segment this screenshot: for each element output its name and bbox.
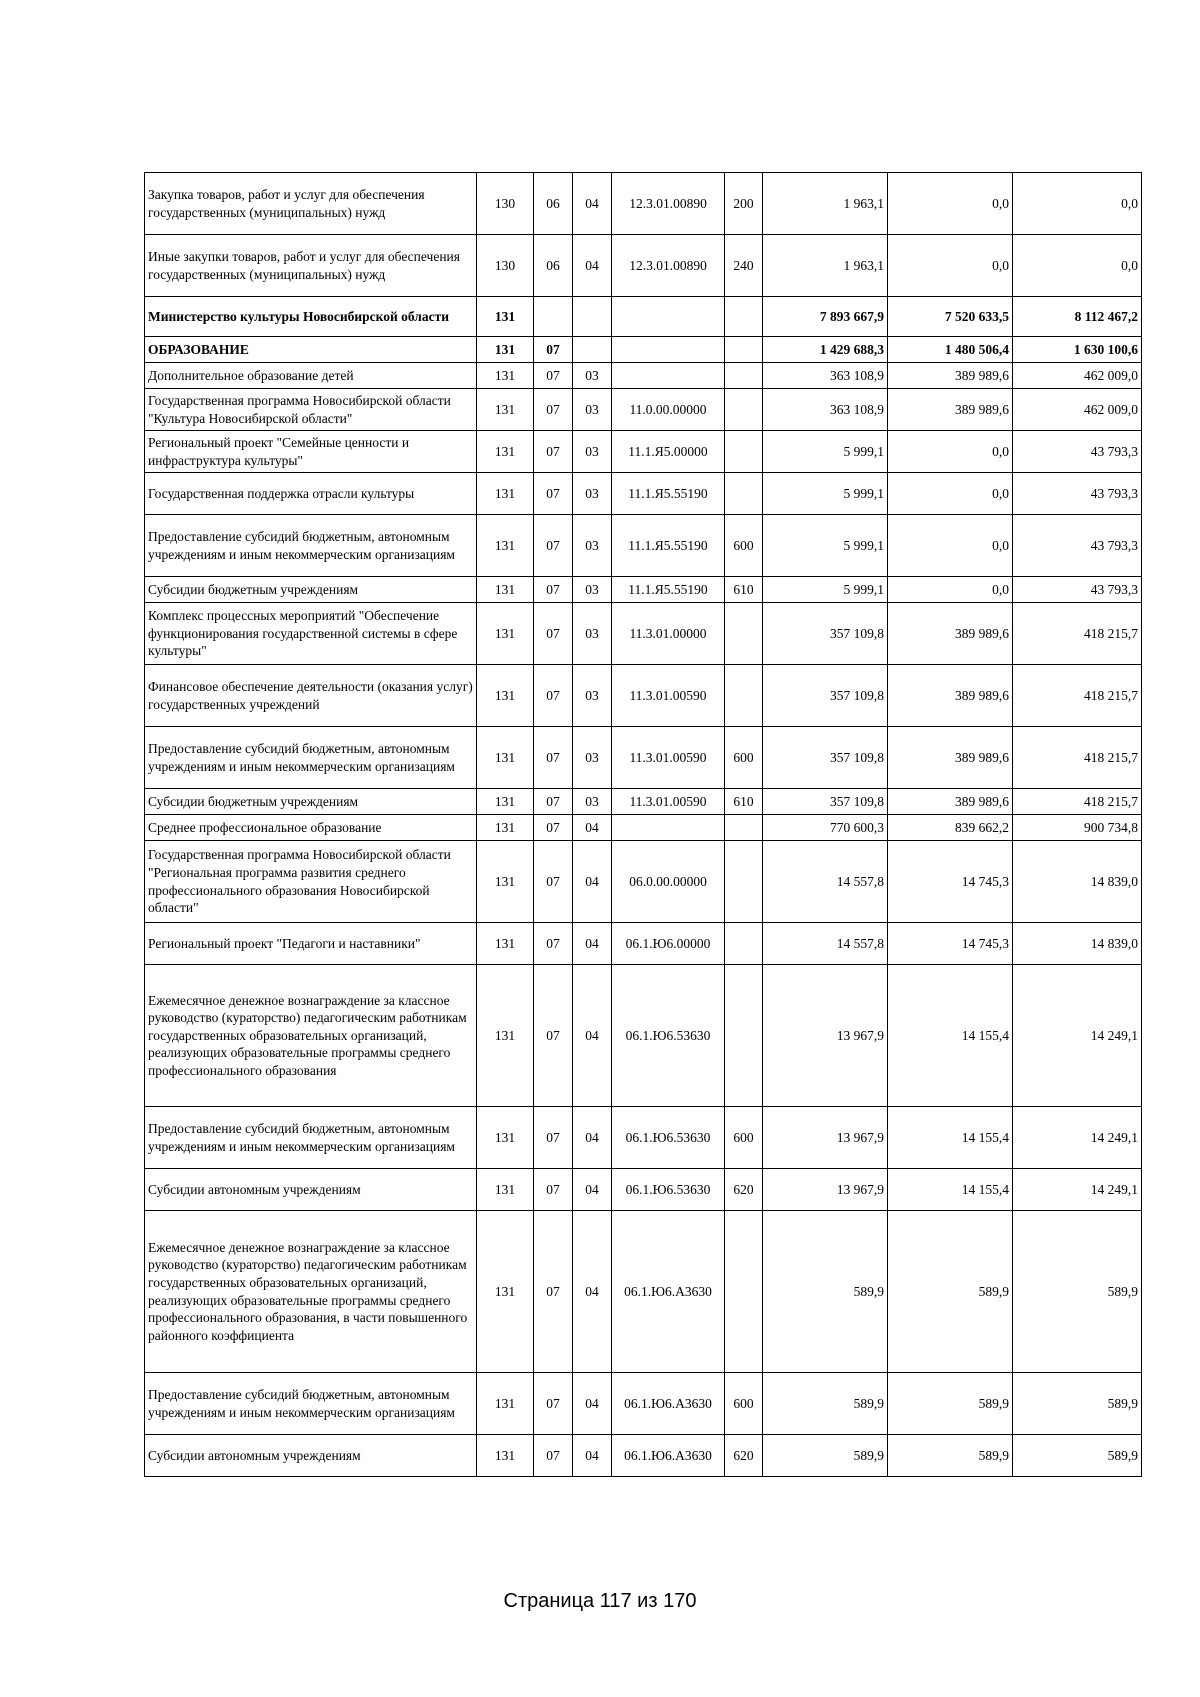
table-cell-name: Иные закупки товаров, работ и услуг для обеспечения государственных (муниципальных) нужд: [145, 235, 477, 297]
table-cell-amount-year2: 14 745,3: [888, 923, 1013, 965]
table-cell-amount-year2: 389 989,6: [888, 789, 1013, 815]
table-cell-name: Среднее профессиональное образование: [145, 815, 477, 841]
table-cell-expense-type: 620: [725, 1435, 763, 1477]
table-cell-target-article: 06.1.Ю6.53630: [612, 965, 725, 1107]
table-cell-name: Государственная поддержка отрасли культуры: [145, 473, 477, 515]
table-cell-amount-year3: 14 249,1: [1013, 1169, 1142, 1211]
table-cell-amount-year2: 389 989,6: [888, 665, 1013, 727]
table-cell-subsection: 03: [573, 665, 612, 727]
table-cell-grbs: 131: [477, 389, 534, 431]
table-cell-section: 07: [534, 841, 573, 923]
table-cell-expense-type: [725, 841, 763, 923]
table-cell-section: 07: [534, 389, 573, 431]
table-cell-amount-year3: 43 793,3: [1013, 577, 1142, 603]
table-cell-section: 07: [534, 665, 573, 727]
table-cell-expense-type: 600: [725, 1107, 763, 1169]
table-cell-target-article: 11.3.01.00590: [612, 665, 725, 727]
table-cell-subsection: [573, 337, 612, 363]
table-row: [145, 841, 1142, 923]
table-cell-amount-year3: 43 793,3: [1013, 473, 1142, 515]
table-cell-subsection: 04: [573, 1435, 612, 1477]
table-cell-section: 07: [534, 965, 573, 1107]
table-cell-name: Министерство культуры Новосибирской области: [145, 297, 477, 337]
table-cell-amount-year1: 5 999,1: [763, 577, 888, 603]
table-cell-amount-year1: 357 109,8: [763, 727, 888, 789]
table-cell-section: 07: [534, 577, 573, 603]
table-cell-name: Субсидии бюджетным учреждениям: [145, 789, 477, 815]
table-cell-amount-year2: 14 155,4: [888, 1107, 1013, 1169]
table-cell-grbs: 131: [477, 665, 534, 727]
table-cell-amount-year1: 589,9: [763, 1373, 888, 1435]
table-cell-amount-year3: 8 112 467,2: [1013, 297, 1142, 337]
table-cell-section: 07: [534, 1107, 573, 1169]
table-cell-amount-year1: 5 999,1: [763, 515, 888, 577]
table-cell-grbs: 131: [477, 515, 534, 577]
table-cell-amount-year1: 1 963,1: [763, 173, 888, 235]
table-cell-name: Предоставление субсидий бюджетным, автономным учреждениям и иным некоммерческим организациям: [145, 1373, 477, 1435]
table-cell-section: 07: [534, 727, 573, 789]
table-cell-amount-year2: 14 155,4: [888, 1169, 1013, 1211]
table-cell-target-article: 06.1.Ю6.53630: [612, 1169, 725, 1211]
table-row: [145, 363, 1142, 389]
table-cell-grbs: 131: [477, 815, 534, 841]
table-cell-subsection: 03: [573, 431, 612, 473]
table-cell-amount-year3: 418 215,7: [1013, 727, 1142, 789]
table-cell-expense-type: 600: [725, 1373, 763, 1435]
table-cell-amount-year1: 5 999,1: [763, 473, 888, 515]
table-row: [145, 173, 1142, 235]
table-cell-section: [534, 297, 573, 337]
table-cell-target-article: 06.0.00.00000: [612, 841, 725, 923]
table-cell-name: Региональный проект "Семейные ценности и инфраструктура культуры": [145, 431, 477, 473]
table-cell-grbs: 131: [477, 297, 534, 337]
table-cell-name: Региональный проект "Педагоги и наставники": [145, 923, 477, 965]
table-cell-amount-year2: 589,9: [888, 1373, 1013, 1435]
table-cell-expense-type: [725, 1211, 763, 1373]
table-cell-expense-type: [725, 363, 763, 389]
table-cell-grbs: 131: [477, 841, 534, 923]
table-row: [145, 1435, 1142, 1477]
table-cell-section: 07: [534, 789, 573, 815]
table-cell-subsection: 03: [573, 473, 612, 515]
table-cell-name: Комплекс процессных мероприятий "Обеспечение функционирования государственной системы в сфере культуры": [145, 603, 477, 665]
table-cell-target-article: 12.3.01.00890: [612, 235, 725, 297]
table-cell-subsection: 04: [573, 923, 612, 965]
table-cell-section: 07: [534, 337, 573, 363]
table-cell-section: 07: [534, 603, 573, 665]
table-cell-grbs: 131: [477, 789, 534, 815]
table-cell-amount-year1: 13 967,9: [763, 1107, 888, 1169]
table-cell-amount-year1: 770 600,3: [763, 815, 888, 841]
table-cell-grbs: 130: [477, 235, 534, 297]
table-cell-amount-year1: 14 557,8: [763, 923, 888, 965]
table-cell-expense-type: [725, 665, 763, 727]
table-cell-expense-type: 620: [725, 1169, 763, 1211]
table-cell-name: Предоставление субсидий бюджетным, автономным учреждениям и иным некоммерческим организациям: [145, 1107, 477, 1169]
table-cell-name: Дополнительное образование детей: [145, 363, 477, 389]
table-cell-subsection: 03: [573, 389, 612, 431]
table-cell-subsection: 04: [573, 1211, 612, 1373]
table-cell-grbs: 131: [477, 577, 534, 603]
table-cell-amount-year2: 0,0: [888, 431, 1013, 473]
table-cell-subsection: 04: [573, 1169, 612, 1211]
table-cell-amount-year3: 418 215,7: [1013, 665, 1142, 727]
table-row: [145, 789, 1142, 815]
table-cell-grbs: 131: [477, 1107, 534, 1169]
table-cell-expense-type: [725, 965, 763, 1107]
table-cell-section: 06: [534, 235, 573, 297]
table-cell-amount-year1: 589,9: [763, 1211, 888, 1373]
table-cell-amount-year1: 1 963,1: [763, 235, 888, 297]
table-row: [145, 389, 1142, 431]
table-cell-grbs: 131: [477, 603, 534, 665]
table-cell-name: Ежемесячное денежное вознаграждение за классное руководство (кураторство) педагогическим работникам государственных образовательных организаций, реализующих образовательные программы среднего профессионального образования: [145, 965, 477, 1107]
table-cell-amount-year1: 357 109,8: [763, 665, 888, 727]
table-cell-amount-year3: 589,9: [1013, 1373, 1142, 1435]
table-row: [145, 965, 1142, 1107]
table-cell-subsection: 04: [573, 1373, 612, 1435]
table-cell-subsection: 04: [573, 1107, 612, 1169]
table-cell-amount-year3: 14 249,1: [1013, 965, 1142, 1107]
table-cell-grbs: 131: [477, 337, 534, 363]
table-cell-target-article: [612, 815, 725, 841]
table-cell-section: 07: [534, 923, 573, 965]
table-cell-amount-year3: 14 839,0: [1013, 841, 1142, 923]
table-cell-section: 07: [534, 1435, 573, 1477]
table-cell-section: 07: [534, 473, 573, 515]
table-cell-target-article: [612, 363, 725, 389]
table-cell-target-article: 11.3.01.00000: [612, 603, 725, 665]
table-cell-name: Государственная программа Новосибирской области "Региональная программа развития среднего профессионального образования Новосибирской области": [145, 841, 477, 923]
table-cell-grbs: 131: [477, 965, 534, 1107]
table-cell-subsection: 03: [573, 789, 612, 815]
table-cell-section: 07: [534, 431, 573, 473]
table-cell-expense-type: 610: [725, 577, 763, 603]
table-cell-amount-year2: 0,0: [888, 515, 1013, 577]
table-cell-expense-type: [725, 923, 763, 965]
table-cell-subsection: [573, 297, 612, 337]
table-cell-grbs: 131: [477, 1373, 534, 1435]
table-cell-amount-year3: 418 215,7: [1013, 789, 1142, 815]
table-row: [145, 515, 1142, 577]
table-cell-amount-year1: 13 967,9: [763, 1169, 888, 1211]
table-row: [145, 431, 1142, 473]
table-cell-expense-type: [725, 603, 763, 665]
table-cell-subsection: 04: [573, 841, 612, 923]
table-cell-section: 07: [534, 1373, 573, 1435]
table-cell-expense-type: [725, 431, 763, 473]
table-cell-target-article: 06.1.Ю6.А3630: [612, 1435, 725, 1477]
table-row: [145, 297, 1142, 337]
table-cell-amount-year3: 462 009,0: [1013, 363, 1142, 389]
table-cell-section: 07: [534, 515, 573, 577]
table-cell-amount-year2: 389 989,6: [888, 603, 1013, 665]
table-cell-amount-year3: 462 009,0: [1013, 389, 1142, 431]
table-cell-target-article: 11.1.Я5.55190: [612, 577, 725, 603]
table-cell-amount-year3: 900 734,8: [1013, 815, 1142, 841]
table-cell-name: Субсидии автономным учреждениям: [145, 1169, 477, 1211]
table-cell-target-article: 11.3.01.00590: [612, 727, 725, 789]
table-cell-expense-type: 240: [725, 235, 763, 297]
table-cell-amount-year1: 7 893 667,9: [763, 297, 888, 337]
table-cell-amount-year2: 14 745,3: [888, 841, 1013, 923]
table-cell-target-article: [612, 337, 725, 363]
table-row: [145, 1107, 1142, 1169]
table-row: [145, 337, 1142, 363]
table-cell-target-article: 06.1.Ю6.00000: [612, 923, 725, 965]
table-cell-amount-year1: 589,9: [763, 1435, 888, 1477]
table-cell-expense-type: [725, 389, 763, 431]
table-cell-grbs: 131: [477, 363, 534, 389]
table-cell-amount-year2: 14 155,4: [888, 965, 1013, 1107]
table-cell-grbs: 131: [477, 727, 534, 789]
table-cell-target-article: 11.1.Я5.55190: [612, 473, 725, 515]
table-cell-amount-year3: 589,9: [1013, 1211, 1142, 1373]
table-cell-amount-year1: 5 999,1: [763, 431, 888, 473]
table-cell-target-article: 06.1.Ю6.А3630: [612, 1373, 725, 1435]
table-row: [145, 923, 1142, 965]
table-cell-expense-type: 610: [725, 789, 763, 815]
table-cell-target-article: 11.1.Я5.55190: [612, 515, 725, 577]
table-cell-amount-year1: 1 429 688,3: [763, 337, 888, 363]
table-row: [145, 1373, 1142, 1435]
table-cell-amount-year1: 357 109,8: [763, 603, 888, 665]
table-cell-name: Закупка товаров, работ и услуг для обеспечения государственных (муниципальных) нужд: [145, 173, 477, 235]
table-cell-amount-year2: 0,0: [888, 235, 1013, 297]
table-cell-amount-year1: 14 557,8: [763, 841, 888, 923]
table-cell-amount-year1: 363 108,9: [763, 363, 888, 389]
table-row: [145, 603, 1142, 665]
table-cell-amount-year3: 43 793,3: [1013, 431, 1142, 473]
table-row: [145, 235, 1142, 297]
table-cell-section: 07: [534, 815, 573, 841]
table-cell-amount-year2: 7 520 633,5: [888, 297, 1013, 337]
table-cell-target-article: 11.0.00.00000: [612, 389, 725, 431]
table-cell-expense-type: [725, 337, 763, 363]
table-cell-grbs: 131: [477, 1435, 534, 1477]
table-row: [145, 727, 1142, 789]
table-cell-amount-year1: 357 109,8: [763, 789, 888, 815]
table-cell-target-article: 11.1.Я5.00000: [612, 431, 725, 473]
table-cell-grbs: 131: [477, 923, 534, 965]
table-cell-section: 07: [534, 1169, 573, 1211]
table-cell-name: Предоставление субсидий бюджетным, автономным учреждениям и иным некоммерческим организациям: [145, 727, 477, 789]
table-cell-subsection: 03: [573, 603, 612, 665]
table-cell-name: Субсидии автономным учреждениям: [145, 1435, 477, 1477]
table-cell-subsection: 03: [573, 727, 612, 789]
table-cell-amount-year1: 363 108,9: [763, 389, 888, 431]
table-cell-subsection: 03: [573, 515, 612, 577]
table-cell-expense-type: [725, 297, 763, 337]
table-cell-target-article: 06.1.Ю6.А3630: [612, 1211, 725, 1373]
table-cell-amount-year3: 0,0: [1013, 235, 1142, 297]
table-cell-subsection: 03: [573, 577, 612, 603]
table-row: [145, 665, 1142, 727]
table-cell-name: ОБРАЗОВАНИЕ: [145, 337, 477, 363]
table-cell-amount-year2: 389 989,6: [888, 727, 1013, 789]
table-cell-amount-year2: 389 989,6: [888, 363, 1013, 389]
table-cell-expense-type: [725, 473, 763, 515]
table-cell-subsection: 03: [573, 363, 612, 389]
table-cell-amount-year3: 14 249,1: [1013, 1107, 1142, 1169]
table-cell-grbs: 131: [477, 1169, 534, 1211]
table-cell-amount-year2: 839 662,2: [888, 815, 1013, 841]
table-cell-amount-year1: 13 967,9: [763, 965, 888, 1107]
table-cell-target-article: 12.3.01.00890: [612, 173, 725, 235]
table-cell-amount-year2: 389 989,6: [888, 389, 1013, 431]
table-cell-name: Субсидии бюджетным учреждениям: [145, 577, 477, 603]
table-cell-grbs: 131: [477, 431, 534, 473]
table-cell-amount-year3: 1 630 100,6: [1013, 337, 1142, 363]
table-row: [145, 577, 1142, 603]
table-cell-target-article: 06.1.Ю6.53630: [612, 1107, 725, 1169]
table-cell-name: Предоставление субсидий бюджетным, автономным учреждениям и иным некоммерческим организациям: [145, 515, 477, 577]
table-body: [145, 173, 1142, 1477]
table-cell-section: 07: [534, 1211, 573, 1373]
table-cell-amount-year2: 0,0: [888, 473, 1013, 515]
table-cell-amount-year3: 43 793,3: [1013, 515, 1142, 577]
table-cell-amount-year3: 0,0: [1013, 173, 1142, 235]
budget-table: [144, 172, 1142, 1477]
table-cell-section: 07: [534, 363, 573, 389]
table-cell-amount-year2: 589,9: [888, 1211, 1013, 1373]
table-cell-subsection: 04: [573, 235, 612, 297]
table-cell-target-article: [612, 297, 725, 337]
table-cell-amount-year3: 589,9: [1013, 1435, 1142, 1477]
table-row: [145, 473, 1142, 515]
table-cell-expense-type: 600: [725, 515, 763, 577]
table-cell-grbs: 131: [477, 1211, 534, 1373]
table-cell-subsection: 04: [573, 965, 612, 1107]
table-cell-subsection: 04: [573, 173, 612, 235]
table-row: [145, 815, 1142, 841]
table-cell-amount-year2: 0,0: [888, 173, 1013, 235]
table-cell-amount-year2: 0,0: [888, 577, 1013, 603]
table-cell-name: Ежемесячное денежное вознаграждение за классное руководство (кураторство) педагогическим работникам государственных образовательных организаций, реализующих образовательные программы среднего профессионального образования, в части повышенного районного коэффициента: [145, 1211, 477, 1373]
table-cell-subsection: 04: [573, 815, 612, 841]
table-cell-expense-type: [725, 815, 763, 841]
table-cell-amount-year2: 1 480 506,4: [888, 337, 1013, 363]
table-cell-section: 06: [534, 173, 573, 235]
table-cell-grbs: 130: [477, 173, 534, 235]
table-cell-grbs: 131: [477, 473, 534, 515]
table-cell-expense-type: 200: [725, 173, 763, 235]
table-cell-amount-year3: 14 839,0: [1013, 923, 1142, 965]
table-cell-amount-year3: 418 215,7: [1013, 603, 1142, 665]
table-cell-amount-year2: 589,9: [888, 1435, 1013, 1477]
table-cell-name: Государственная программа Новосибирской области "Культура Новосибирской области": [145, 389, 477, 431]
table-row: [145, 1169, 1142, 1211]
table-row: [145, 1211, 1142, 1373]
page-number: Страница 117 из 170: [503, 1590, 697, 1612]
table-cell-expense-type: 600: [725, 727, 763, 789]
table-cell-name: Финансовое обеспечение деятельности (оказания услуг) государственных учреждений: [145, 665, 477, 727]
table-cell-target-article: 11.3.01.00590: [612, 789, 725, 815]
